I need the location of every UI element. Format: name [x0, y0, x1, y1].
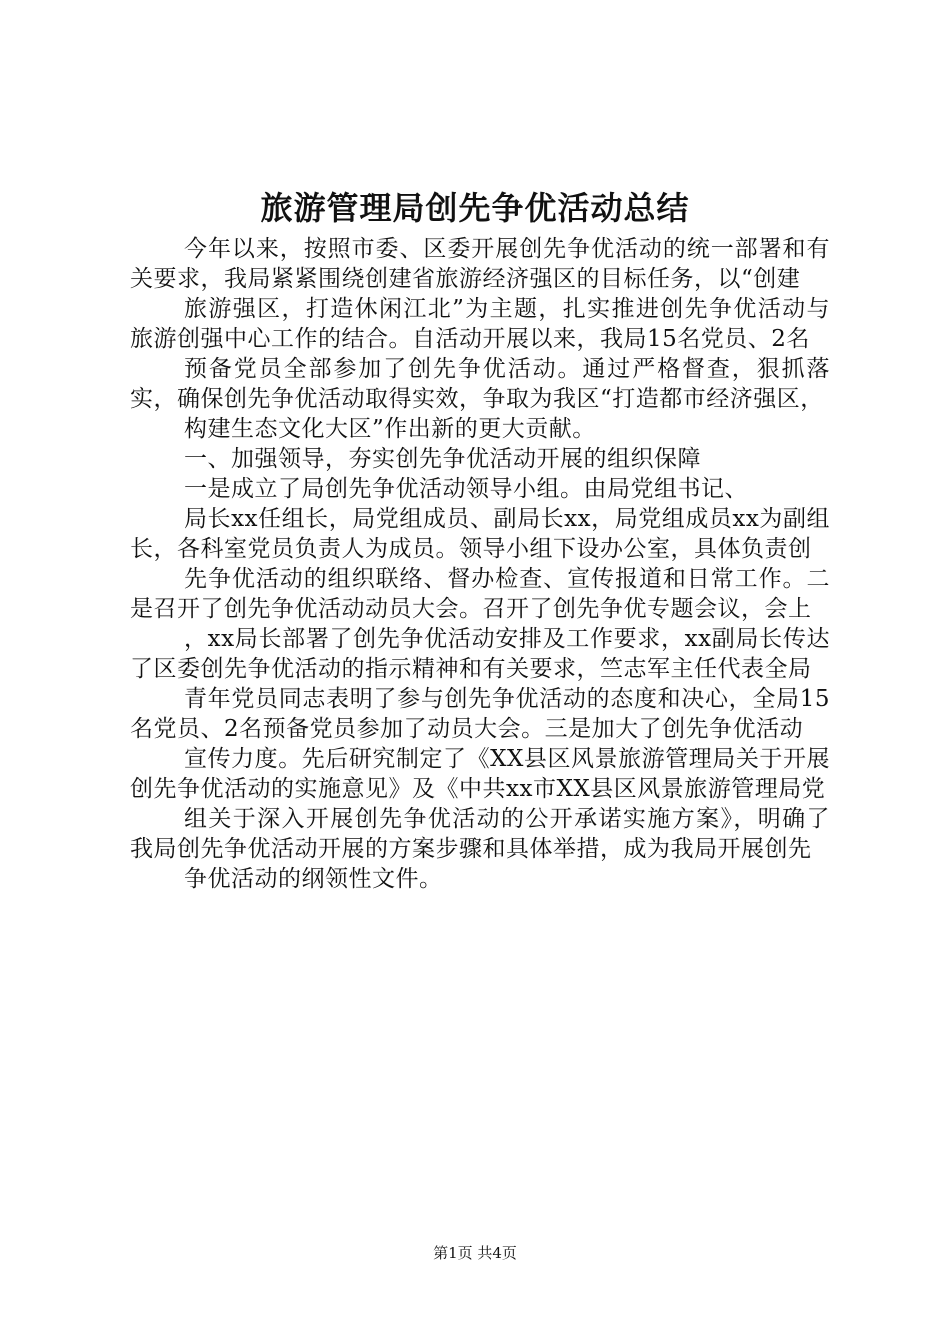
paragraph: 旅游强区，打造休闲江北”为主题，扎实推进创先争优活动与旅游创强中心工作的结合。自活动开展以来，我局15名党员、2名	[130, 296, 830, 352]
paragraph: 组关于深入开展创先争优活动的公开承诺实施方案》，明确了我局创先争优活动开展的方案步骤和具体举措，成为我局开展创先	[130, 806, 830, 862]
paragraph: 先争优活动的组织联络、督办检查、宣传报道和日常工作。二是召开了创先争优活动动员大会。召开了创先争优专题会议，会上	[130, 566, 830, 622]
paragraph: 构建生态文化大区”作出新的更大贡献。	[184, 416, 596, 442]
paragraph: 预备党员全部参加了创先争优活动。通过严格督查，狠抓落实，确保创先争优活动取得实效，争取为我区“打造都市经济强区，	[130, 356, 830, 412]
paragraph: 宣传力度。先后研究制定了《XX县区风景旅游管理局关于开展创先争优活动的实施意见》及《中共xx市XX县区风景旅游管理局党	[130, 746, 830, 802]
paragraph: 争优活动的纲领性文件。	[184, 866, 443, 892]
document-body	[130, 234, 830, 894]
paragraph: 青年党员同志表明了参与创先争优活动的态度和决心，全局15名党员、2名预备党员参加了动员大会。三是加大了创先争优活动	[130, 686, 830, 742]
paragraph: 一是成立了局创先争优活动领导小组。由局党组书记、	[184, 476, 748, 502]
document-title: 旅游管理局创先争优活动总结	[260, 189, 690, 227]
page-number-footer: 第1页 共4页	[433, 1244, 517, 1262]
paragraph: 局长xx任组长，局党组成员、副局长xx，局党组成员xx为副组长，各科室党员负责人为成员。领导小组下设办公室，具体负责创	[130, 506, 830, 562]
paragraph: 今年以来，按照市委、区委开展创先争优活动的统一部署和有关要求，我局紧紧围绕创建省旅游经济强区的目标任务，以“创建	[130, 236, 830, 292]
paragraph: ，xx局长部署了创先争优活动安排及工作要求，xx副局长传达了区委创先争优活动的指示精神和有关要求，竺志军主任代表全局	[130, 626, 830, 682]
section-heading: 一、加强领导，夯实创先争优活动开展的组织保障	[184, 446, 701, 472]
